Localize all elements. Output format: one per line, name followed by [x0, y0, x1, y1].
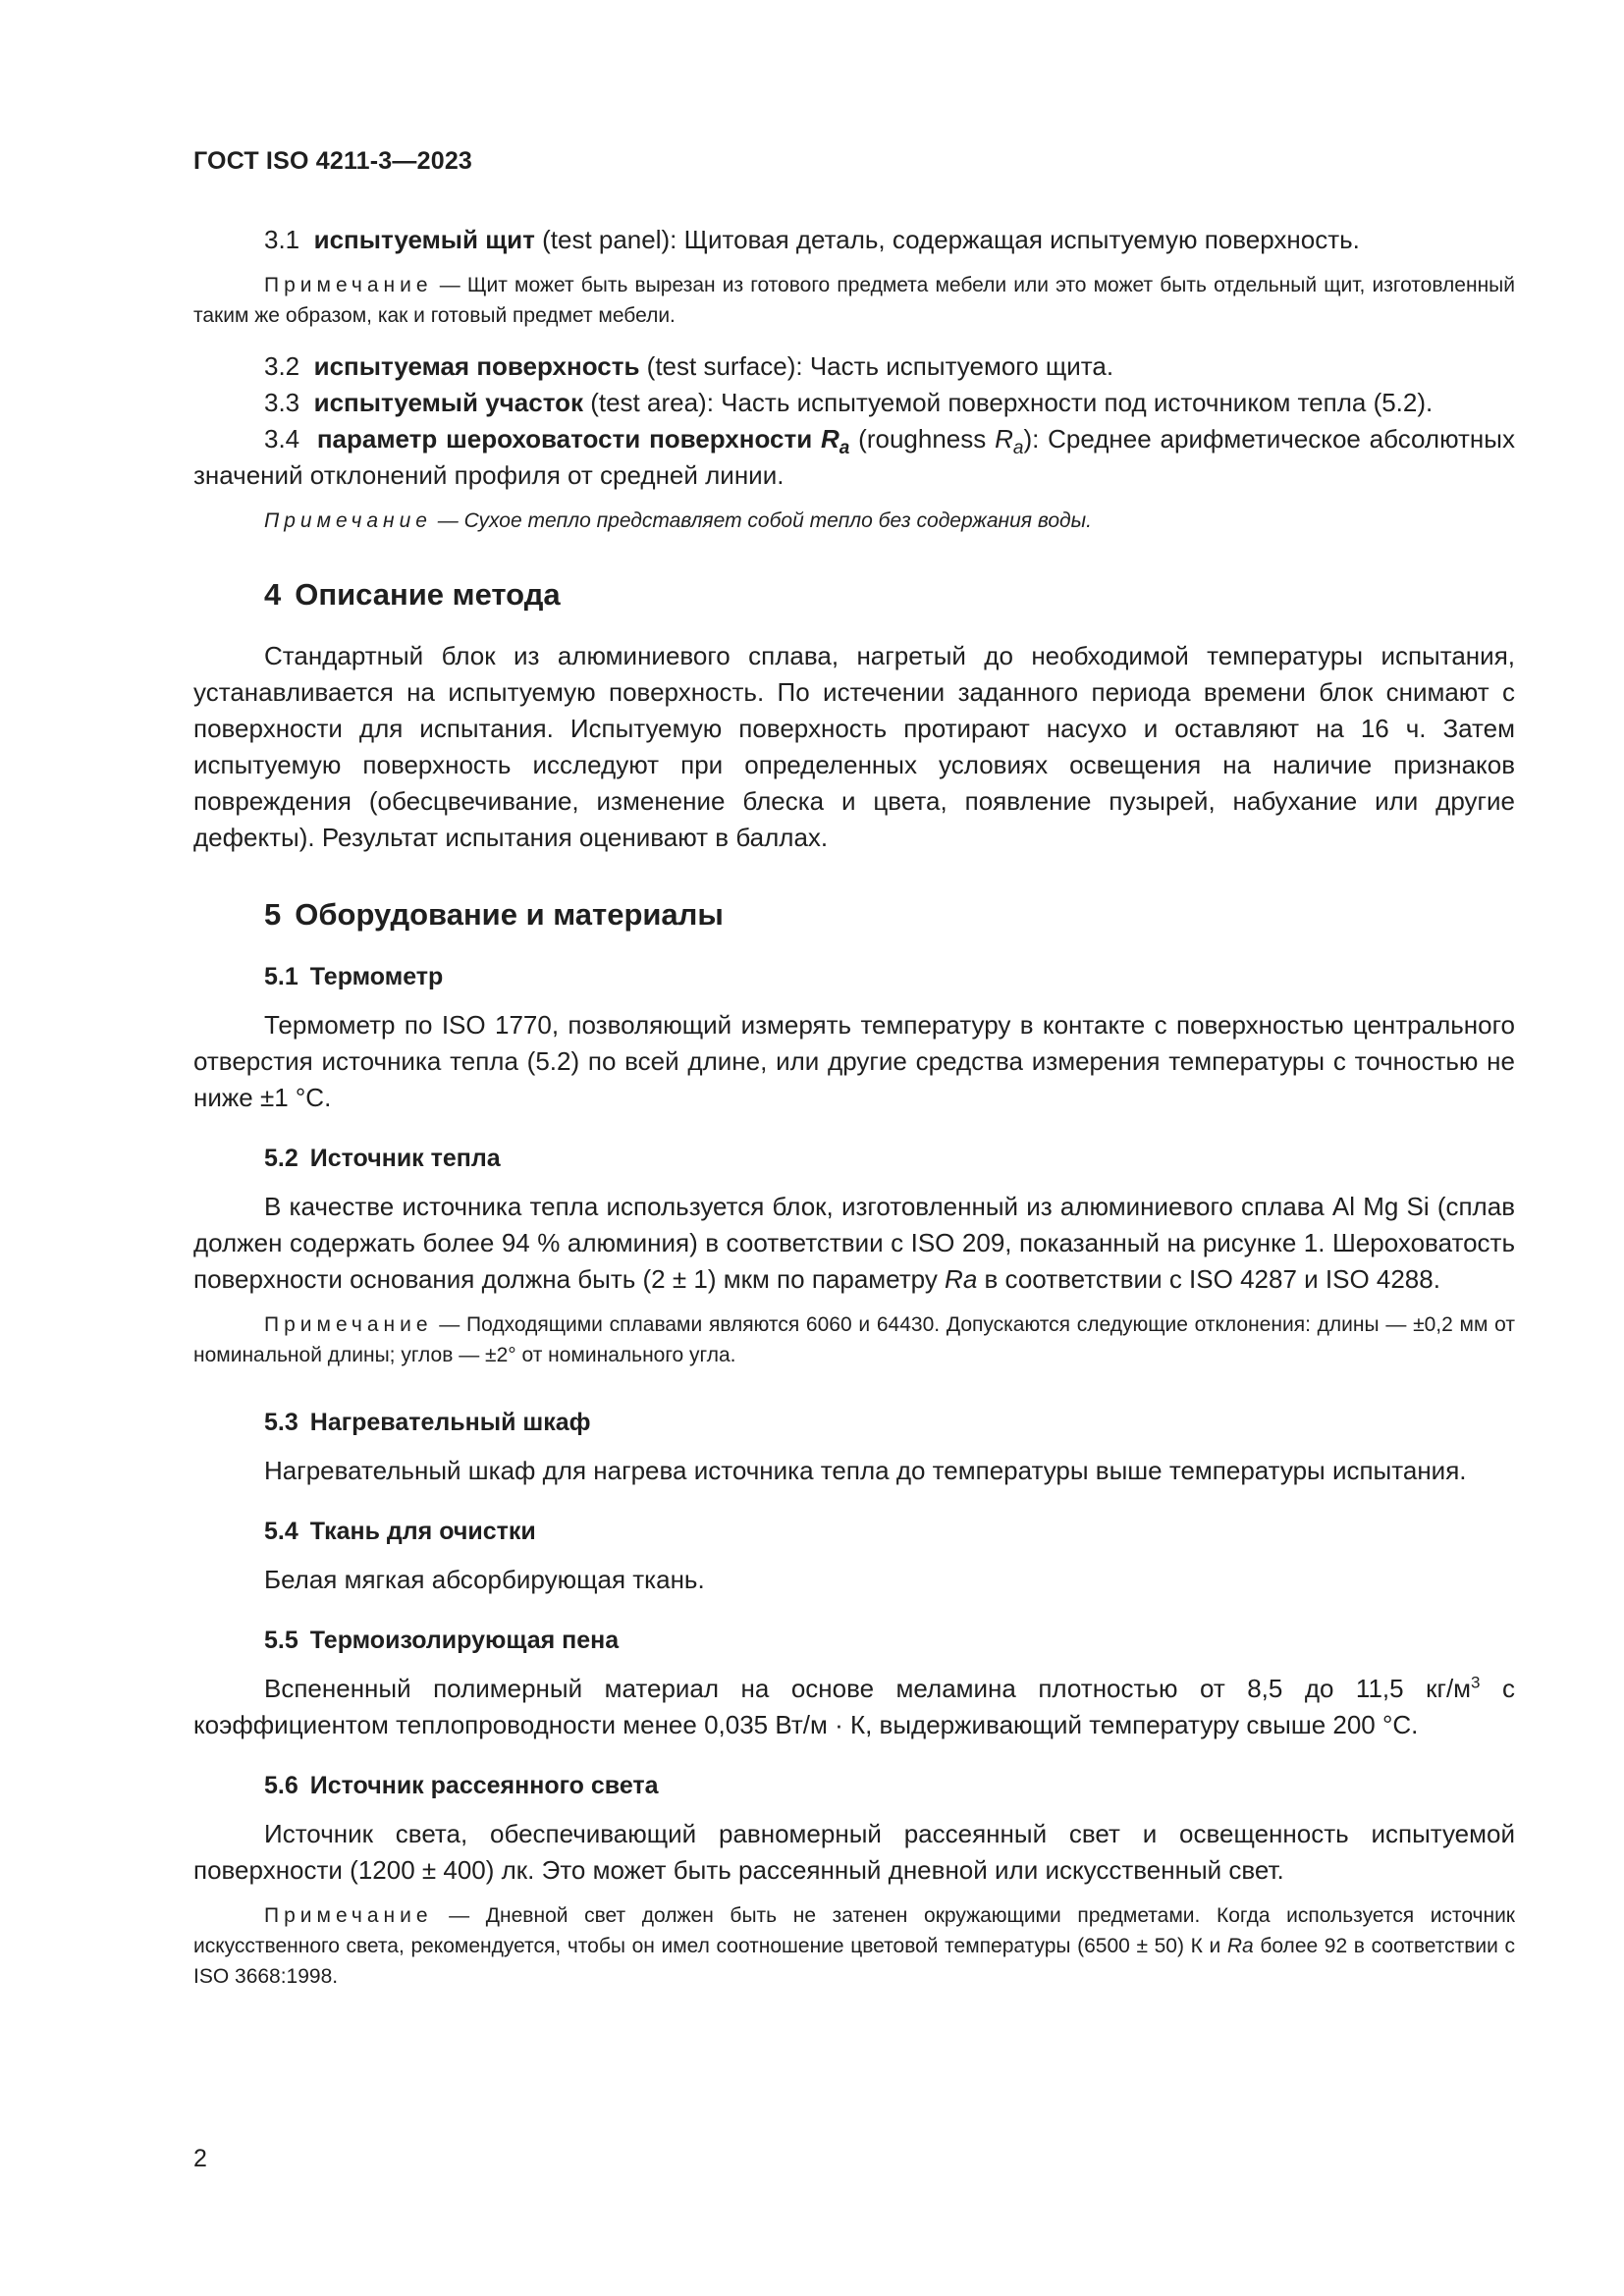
subsection-number: 5.2 — [264, 1145, 298, 1172]
symbol-ra: Ra — [945, 1264, 978, 1294]
subsection-number: 5.6 — [264, 1772, 298, 1799]
subsection-title: Термоизолирующая пена — [309, 1627, 620, 1654]
subsection-5-3-heading — [264, 1406, 1515, 1439]
definition-3-1 — [193, 222, 1515, 258]
subsection-5-2-heading — [264, 1142, 1515, 1175]
definition-3-2 — [193, 348, 1515, 385]
section-title: Оборудование и материалы — [295, 897, 724, 932]
note-5-2 — [193, 1309, 1515, 1370]
definition-term — [316, 424, 850, 459]
subsection-number: 5.3 — [264, 1409, 298, 1436]
page-number: 2 — [193, 2145, 207, 2172]
definition-text: (test panel): Щитовая деталь, содержащая испытуемую поверхность. — [534, 225, 1360, 254]
definition-number: 3.2 — [264, 351, 300, 381]
note-3-4 — [193, 506, 1515, 536]
definition-mid-text: (roughness — [849, 424, 996, 454]
text-part: в соответствии с ISO 4287 и ISO 4288. — [977, 1264, 1440, 1294]
definition-term: испытуемая поверхность — [313, 351, 640, 381]
section-5-heading — [264, 895, 1515, 934]
note-text: более 92 в соответствии с ISO 3668:1998. — [193, 1935, 1515, 1988]
note-text: — Подходящими сплавами являются 6060 и 64430. Допускаются следующие отклонения: длины — ±0,2 мм от номинальной длины; углов — ±2° от номинального угла. — [193, 1313, 1515, 1366]
subsection-5-6-heading — [264, 1769, 1515, 1802]
note-label: Примечание — [264, 1904, 433, 1927]
document-header: ГОСТ ISO 4211-3—2023 — [193, 147, 473, 175]
symbol-subscript-a: a — [839, 438, 850, 459]
subsection-title: Нагревательный шкаф — [309, 1409, 591, 1436]
definition-number: 3.1 — [264, 225, 300, 254]
note-label: Примечание — [264, 1313, 433, 1336]
subsection-title: Источник рассеянного света — [309, 1772, 659, 1799]
note-5-6 — [193, 1900, 1515, 1992]
text-part: с коэффициентом теплопроводности менее 0,035 Вт/м · К, выдерживающий температуру свыше 200 °С. — [193, 1674, 1515, 1739]
section-number: 5 — [264, 897, 282, 932]
note-label: Примечание — [264, 509, 432, 532]
subsection-number: 5.1 — [264, 963, 298, 990]
document-body — [193, 222, 1515, 2009]
definition-3-4 — [193, 421, 1515, 494]
section-4-text: Стандартный блок из алюминиевого сплава, нагретый до необходимой температуры испытания, устанавливается на испытуемую поверхность. По истечении заданного периода времени блок снимают с поверхности для испытания. Испытуемую поверхность протирают насухо и оставляют на 16 ч. Затем испытуемую поверхность исследуют при определенных условиях освещения на наличие признаков повреждения (обесцвечивание, изменение блеска и цвета, появление пузырей, набухание или другие дефекты). Результат испытания оценивают в баллах. — [193, 641, 1515, 852]
subsection-5-3-text: Нагревательный шкаф для нагрева источника тепла до температуры выше температуры испытания. — [264, 1456, 1467, 1485]
symbol-ra: Ra — [1226, 1935, 1254, 1957]
definition-term-text: параметр шероховатости поверхности — [316, 424, 821, 454]
definition-term: испытуемый щит — [313, 225, 535, 254]
subsection-title: Ткань для очистки — [309, 1518, 536, 1545]
subsection-5-4-heading — [264, 1515, 1515, 1548]
section-title: Описание метода — [295, 577, 561, 612]
subsection-title: Источник тепла — [309, 1145, 501, 1172]
definition-text: (test surface): Часть испытуемого щита. — [639, 351, 1114, 381]
subsection-number: 5.4 — [264, 1518, 298, 1545]
superscript: 3 — [1471, 1673, 1481, 1692]
subsection-5-5-text — [193, 1671, 1515, 1743]
text-part: Вспененный полимерный материал на основе меламина плотностью от 8,5 до 11,5 кг/м — [264, 1674, 1472, 1703]
definition-term: испытуемый участок — [313, 388, 583, 417]
symbol-r-plain: R — [995, 424, 1013, 454]
subsection-title: Термометр — [309, 963, 444, 990]
section-4-heading — [264, 575, 1515, 614]
definition-3-3 — [193, 385, 1515, 421]
subsection-number: 5.5 — [264, 1627, 298, 1654]
definition-text: ): Среднее арифметическое абсолютных значений отклонений профиля от средней линии. — [193, 424, 1515, 490]
definition-number: 3.4 — [264, 424, 300, 454]
symbol-r: R — [821, 424, 839, 454]
symbol-subscript-a-plain: a — [1012, 438, 1024, 459]
note-text: — Дневной свет должен быть не затенен окружающими предметами. Когда используется источник искусственного света, рекомендуется, чтобы он имел соотношение цветовой температуры (6500 ± 50) К и — [193, 1904, 1515, 1957]
subsection-5-4-text: Белая мягкая абсорбирующая ткань. — [264, 1565, 705, 1594]
subsection-5-2-text — [193, 1189, 1515, 1298]
section-number: 4 — [264, 577, 282, 612]
note-text: — Сухое тепло представляет собой тепло без содержания воды. — [431, 509, 1092, 532]
note-3-1 — [193, 270, 1515, 331]
subsection-5-1-heading — [264, 960, 1515, 993]
text-part: В качестве источника тепла используется блок, изготовленный из алюминиевого сплава Al Mg Si (сплав должен содержать более 94 % алюминия) в соответствии с ISO 209, показанный на рисунке 1. Шероховатость поверхности основания должна быть (2 ± 1) мкм по параметру — [193, 1192, 1515, 1294]
subsection-5-1-text: Термометр по ISO 1770, позволяющий измерять температуру в контакте с поверхностью центрального отверстия источника тепла (5.2) по всей длине, или другие средства измерения температуры с точностью не ниже ±1 °С. — [193, 1010, 1515, 1112]
subsection-5-6-text: Источник света, обеспечивающий равномерный рассеянный свет и освещенность испытуемой поверхности (1200 ± 400) лк. Это может быть рассеянный дневной или искусственный свет. — [193, 1819, 1515, 1885]
note-text: — Щит может быть вырезан из готового предмета мебели или это может быть отдельный щит, изготовленный таким же образом, как и готовый предмет мебели. — [193, 274, 1515, 327]
definition-text: (test area): Часть испытуемой поверхности под источником тепла (5.2). — [582, 388, 1434, 417]
subsection-5-5-heading — [264, 1624, 1515, 1657]
definition-number: 3.3 — [264, 388, 300, 417]
note-label: Примечание — [264, 274, 433, 296]
